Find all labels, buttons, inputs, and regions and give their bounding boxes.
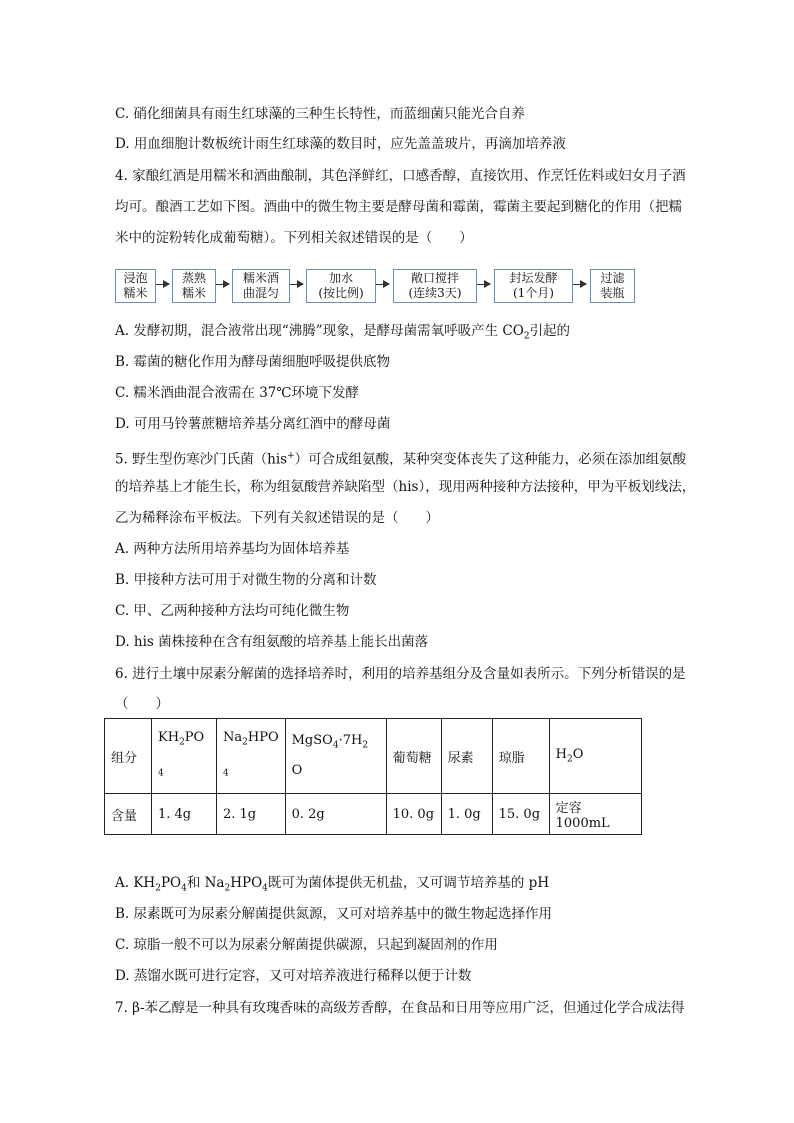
table-header-cell: 琼脂 — [492, 719, 549, 794]
medium-composition-table — [104, 718, 642, 835]
flow-step-2-l1: 蒸熟 — [181, 271, 206, 285]
q4-option-a-text: A. 发酵初期，混合液常出现“沸腾”现象，是酵母菌需氧呼吸产生 CO — [115, 323, 524, 339]
table-header-cell: $KH_2PO$ $_4$ — [152, 719, 217, 794]
q5-option-b: B. 甲接种方法可用于对微生物的分离和计数 — [115, 572, 377, 588]
flow-step-5 — [393, 269, 477, 303]
flow-step-3 — [232, 269, 290, 303]
flow-step-2 — [172, 269, 216, 303]
flow-arrow — [477, 284, 490, 285]
q6-option-a: A. $KH_2PO_4$和 $Na_2HPO_4$既可为菌体提供无机盐，又可调节培养基的 pH — [115, 875, 550, 894]
q5-stem-1 — [115, 446, 686, 470]
q4-option-a-sub: 2 — [523, 331, 530, 342]
q4-option-c: C. 糯米酒曲混合液需在 37℃环境下发酵 — [115, 385, 360, 401]
flow-step-1-l1: 浸泡 — [123, 271, 148, 285]
flow-arrow — [573, 284, 586, 285]
flow-step-6-l2: (1个月) — [512, 286, 554, 300]
table-header-cell: $MgSO_4\cdot 7H_2$ O — [285, 719, 386, 794]
table-cell: 1. 0g — [441, 794, 492, 835]
q6-option-d: D. 蒸馏水既可进行定容，又可对培养液进行稀释以便于计数 — [115, 968, 472, 984]
q4-option-a — [115, 321, 570, 347]
flow-step-7-l1: 过滤 — [600, 271, 625, 285]
table-header-cell: 葡萄糖 — [386, 719, 441, 794]
q6-stem-2: （ ） — [115, 696, 169, 712]
q5-option-d: D. his 菌株接种在含有组氨酸的培养基上能长出菌落 — [115, 634, 429, 650]
q5-option-a: A. 两种方法所用培养基均为固体培养基 — [115, 541, 350, 557]
q5-stem-1a: 5. 野生型伤寒沙门氏菌（his — [115, 451, 288, 468]
q4-stem-1: 4. 家酿红酒是用糯米和酒曲酿制，其色泽鲜红，口感香醇，直接饮用、作烹饪佐料或妇女月子酒 — [115, 168, 686, 184]
flow-step-5-l2: (连续3天) — [408, 286, 462, 300]
q5-stem-2: 的培养基上才能生长，称为组氨酸营养缺陷型（his），现用两种接种方法接种，甲为平板划线法， — [115, 479, 696, 495]
q4-option-d: D. 可用马铃薯蔗糖培养基分离红酒中的酵母菌 — [115, 416, 391, 432]
table-cell: 定容 1000mL — [549, 794, 641, 835]
flow-step-4 — [306, 269, 376, 303]
q4-stem-2: 均可。酿酒工艺如下图。酒曲中的微生物主要是酵母菌和霉菌，霉菌主要起到糖化的作用（把糯 — [115, 199, 682, 215]
table-header-cell: $H_2O$ — [549, 719, 641, 794]
brewing-flowchart — [115, 265, 635, 307]
flow-step-4-l2: (按比例) — [318, 286, 364, 300]
flow-step-7 — [590, 269, 635, 303]
flow-step-6 — [494, 269, 573, 303]
table-cell: 1. 4g — [152, 794, 217, 835]
q5-option-c: C. 甲、乙两种接种方法均可纯化微生物 — [115, 603, 350, 619]
flow-step-4-l1: 加水 — [328, 271, 353, 285]
q4-option-b: B. 霉菌的糖化作用为酵母菌细胞呼吸提供底物 — [115, 354, 391, 370]
flow-step-2-l2: 糯米 — [181, 286, 206, 300]
table-header-cell: 组分 — [105, 719, 152, 794]
table-cell: 10. 0g — [386, 794, 441, 835]
flow-step-6-l1: 封坛发酵 — [509, 271, 558, 285]
table-cell: 含量 — [105, 794, 152, 835]
flow-arrow — [156, 284, 169, 285]
flow-arrow — [376, 284, 389, 285]
flow-step-7-l2: 装瓶 — [600, 286, 625, 300]
table-row — [105, 794, 642, 835]
q3-option-d: D. 用血细胞计数板统计雨生红球藻的数目时，应先盖盖玻片，再滴加培养液 — [115, 136, 566, 152]
q6-stem-1: 6. 进行土壤中尿素分解菌的选择培养时，利用的培养基组分及含量如表所示。下列分析错误的是 — [115, 666, 686, 682]
flow-step-3-l2: 曲混匀 — [242, 286, 279, 300]
q4-stem-3: 米中的淀粉转化成葡萄糖）。下列相关叙述错误的是（ ） — [115, 230, 473, 246]
q5-sup: + — [287, 451, 295, 461]
flow-arrow — [216, 284, 229, 285]
table-cell: 2. 1g — [217, 794, 286, 835]
q4-option-a-tail: 引起的 — [529, 323, 571, 339]
flow-step-1 — [115, 269, 156, 303]
table-header-cell: 尿素 — [441, 719, 492, 794]
flow-step-3-l1: 糯米酒 — [242, 271, 279, 285]
table-cell: 15. 0g — [492, 794, 549, 835]
flow-step-1-l2: 糯米 — [123, 286, 148, 300]
q6-option-c: C. 琼脂一般不可以为尿素分解菌提供碳源，只起到凝固剂的作用 — [115, 937, 498, 953]
table-row — [105, 719, 642, 794]
table-cell: 0. 2g — [285, 794, 386, 835]
q6-option-b: B. 尿素既可为尿素分解菌提供氮源，又可对培养基中的微生物起选择作用 — [115, 906, 553, 922]
q5-stem-1b: ）可合成组氨酸，某种突变体丧失了这种能力，必须在添加组氨酸 — [294, 451, 687, 468]
flow-arrow — [290, 284, 303, 285]
table-header-cell: $Na_2HPO$ $_4$ — [217, 719, 286, 794]
flow-step-5-l1: 敞口搅拌 — [410, 271, 459, 285]
q5-stem-3: 乙为稀释涂布平板法。下列有关叙述错误的是（ ） — [115, 510, 439, 526]
q3-option-c: C. 硝化细菌具有雨生红球藻的三种生长特性，而蓝细菌只能光合自养 — [115, 106, 525, 122]
q7-stem-1: 7. β-苯乙醇是一种具有玫瑰香味的高级芳香醇，在食品和日用等应用广泛，但通过化学合成法得 — [115, 1000, 685, 1016]
